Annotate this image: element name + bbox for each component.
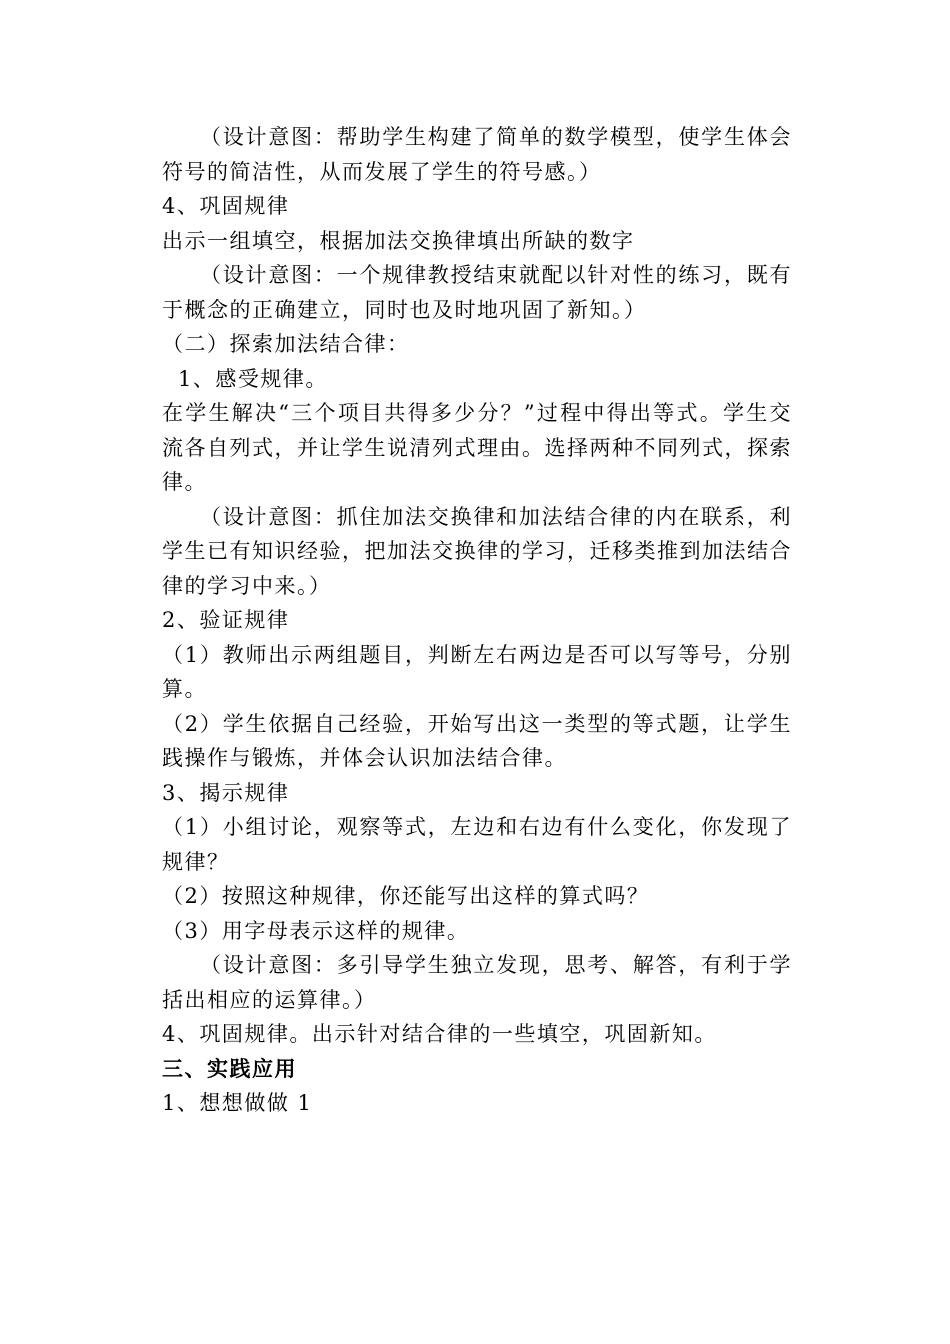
paragraph-line: 律。 [162,470,207,494]
paragraph-line: 括出相应的运算律。） [162,987,377,1012]
paragraph-line: 流各自列式，并让学生说清列式理由。选择两种不同列式，探索 [162,435,792,460]
paragraph-line: （设计意图：帮助学生构建了简单的数学模型，使学生体会 [200,125,792,149]
paragraph-line: （1）小组讨论，观察等式，左边和右边有什么变化，你发现了 [162,815,792,839]
section-heading: 1、感受规律。 [178,366,328,391]
paragraph-line: （设计意图：一个规律教授结束就配以针对性的练习，既有 [200,263,792,287]
paragraph-line: 算。 [162,677,207,701]
paragraph-line: 4、巩固规律。出示针对结合律的一些填空，巩固新知。 [162,1022,717,1046]
section-heading: 4、巩固规律 [162,194,290,218]
paragraph-line: 规律？ [162,849,230,874]
paragraph-line: （设计意图：抓住加法交换律和加法结合律的内在联系，利 [200,504,792,529]
paragraph-line: 学生已有知识经验，把加法交换律的学习，迁移类推到加法结合 [162,539,792,563]
paragraph-line: （2）学生依据自己经验，开始写出这一类型的等式题，让学生 [162,711,792,736]
paragraph-line: 在学生解决“三个项目共得多少分？”过程中得出等式。学生交 [162,401,792,425]
paragraph-line: （1）教师出示两组题目，判断左右两边是否可以写等号，分别 [162,642,792,667]
section-heading: （二）探索加法结合律： [162,332,410,356]
paragraph-line: 出示一组填空，根据加法交换律填出所缺的数字 [162,228,635,253]
paragraph-line: （2）按照这种规律，你还能写出这样的算式吗？ [162,884,650,908]
document-body [162,120,792,1121]
section-heading: 2、验证规律 [162,608,290,632]
paragraph-line: 符号的简洁性，从而发展了学生的符号感。） [162,159,602,184]
paragraph-line: 于概念的正确建立，同时也及时地巩固了新知。） [162,297,647,322]
section-title: 三、实践应用 [162,1056,297,1081]
section-heading: 3、揭示规律 [162,780,290,805]
paragraph-line: 律的学习中来。） [162,573,332,598]
paragraph-line: （设计意图：多引导学生独立发现，思考、解答，有利于学 [200,953,792,977]
section-heading: 1、想想做做 1 [162,1091,313,1115]
paragraph-line: 践操作与锻炼，并体会认识加法结合律。 [162,746,567,770]
paragraph-line: （3）用字母表示这样的规律。 [162,918,470,943]
